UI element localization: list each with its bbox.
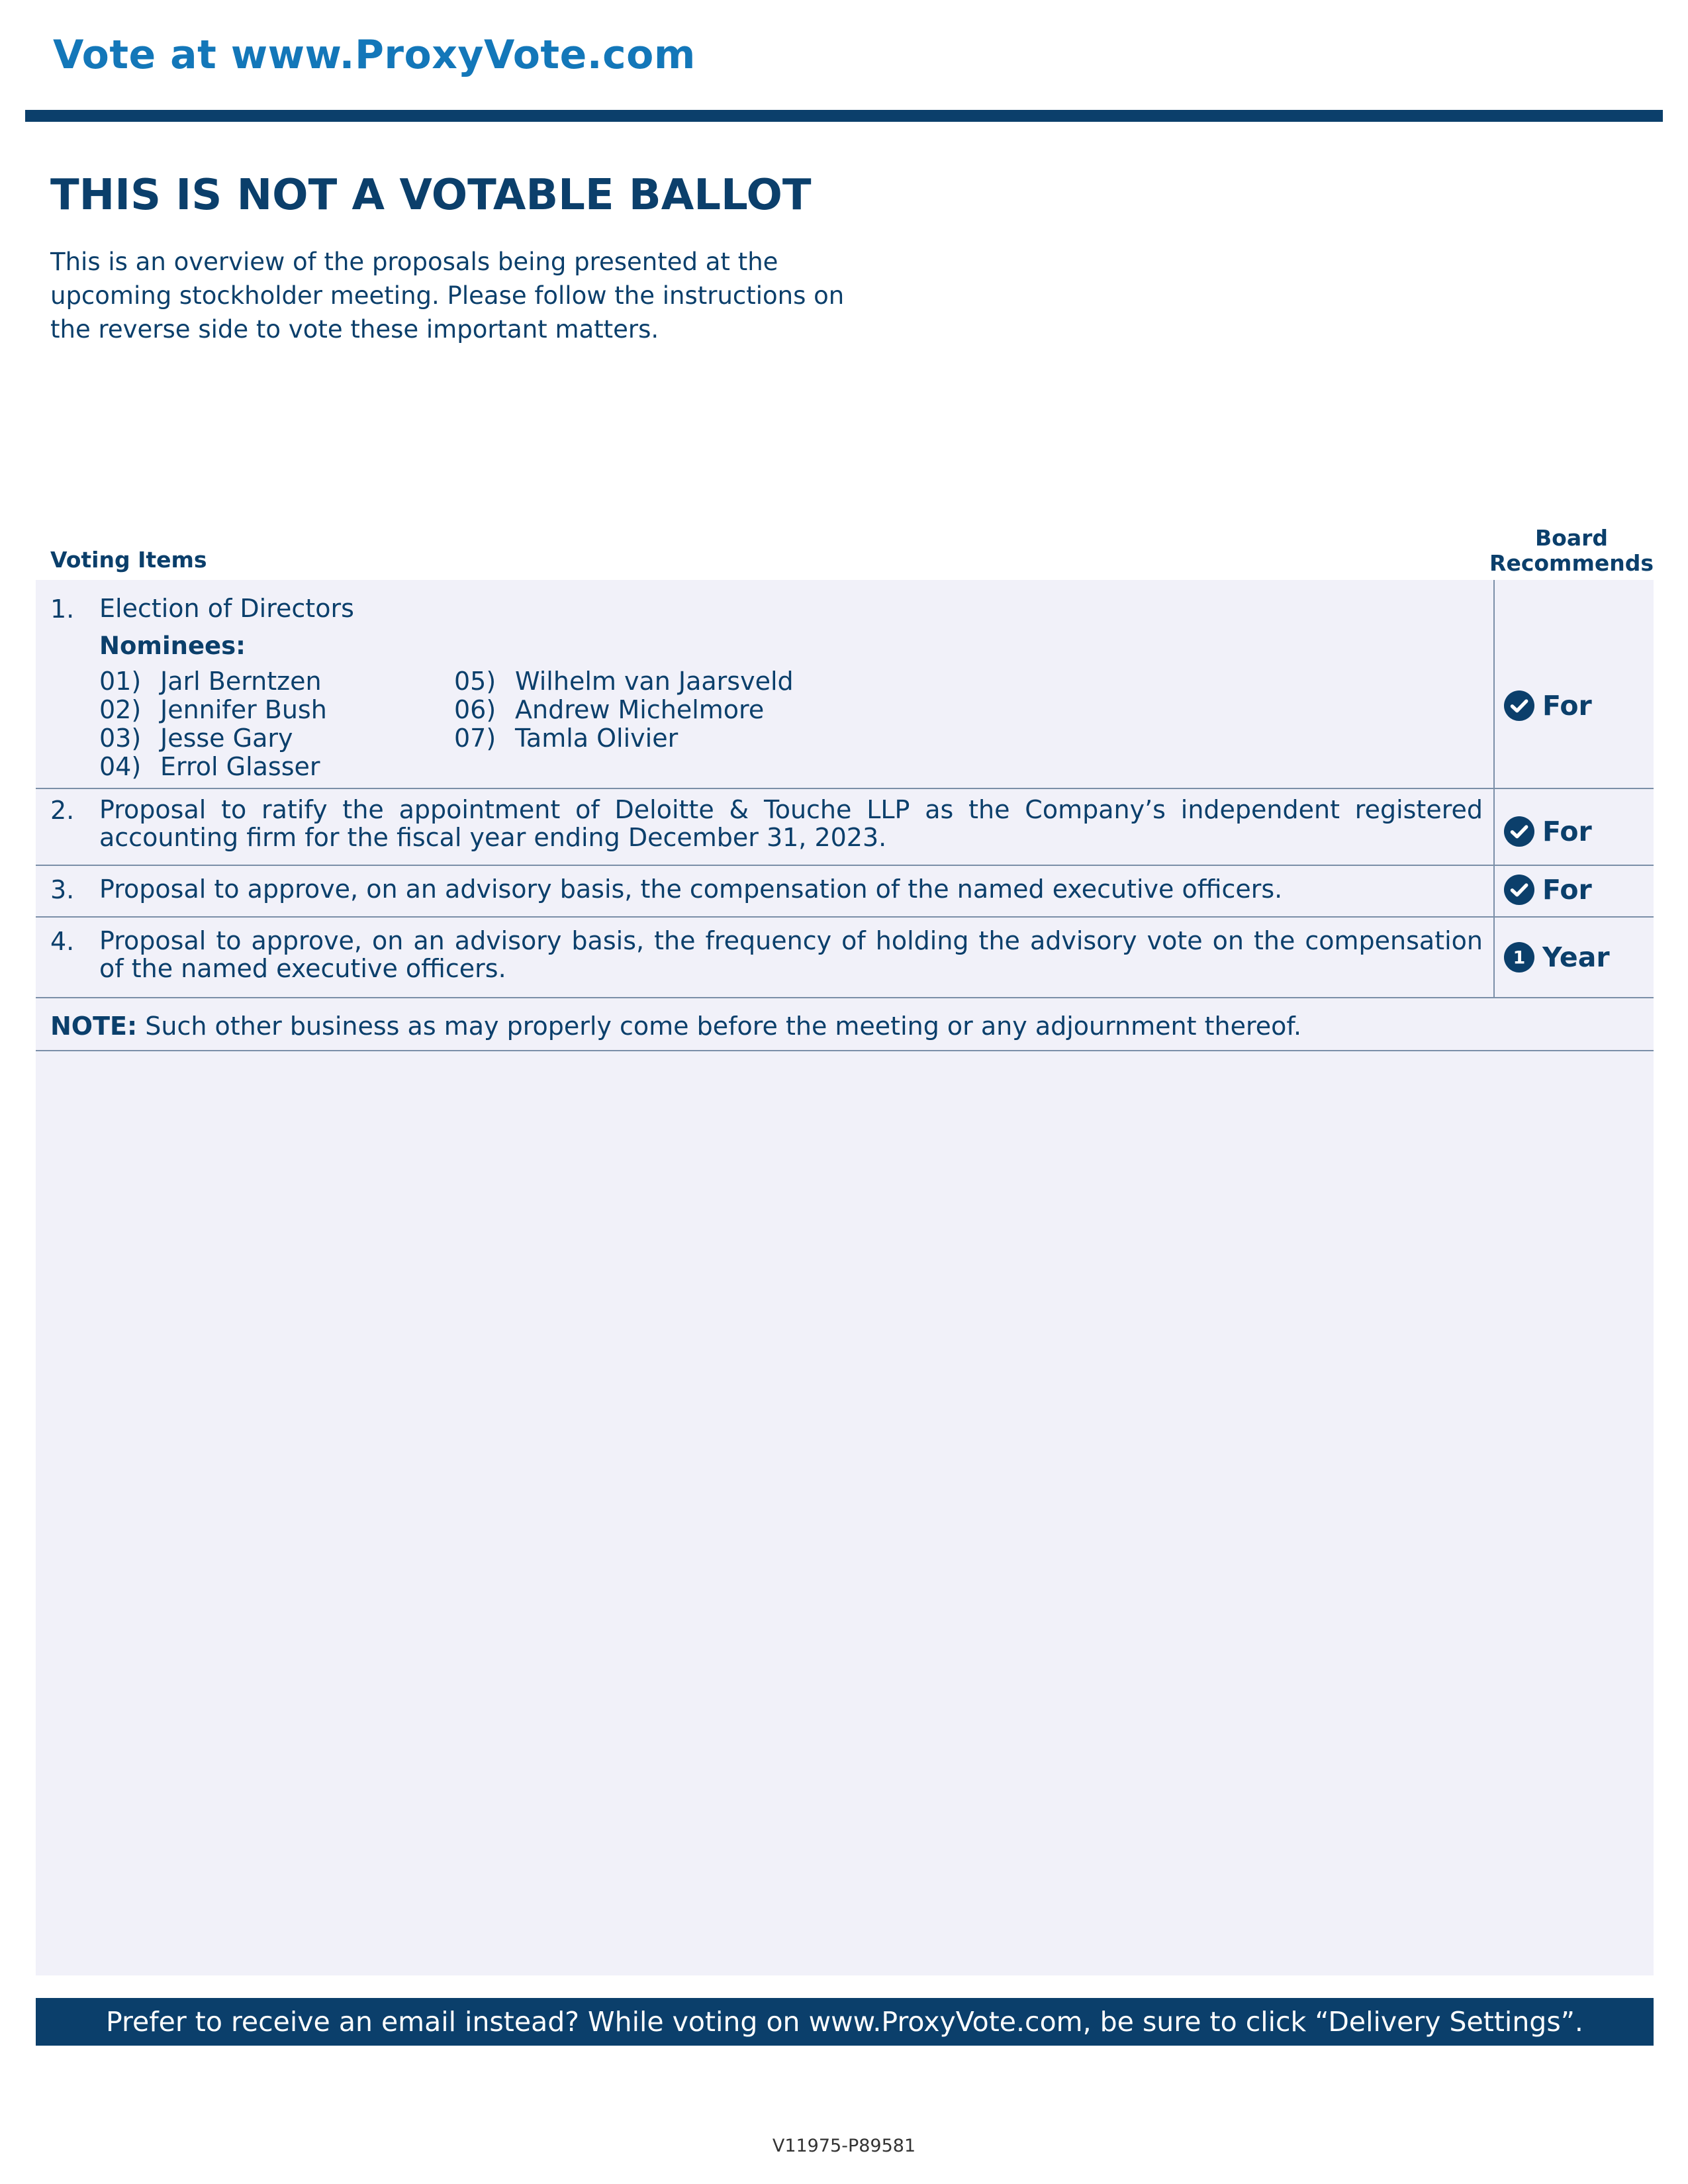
nominees-left-column [99,667,327,781]
nominee-name: Jarl Berntzen [160,667,322,696]
nominees-label: Nominees: [99,632,246,660]
check-circle-icon [1504,816,1534,847]
board-recommendation [1504,941,1610,973]
board-recommendation [1504,690,1592,722]
nominee-name: Errol Glasser [160,752,320,781]
document-id: V11975-P89581 [772,2136,916,2156]
note-label: NOTE: [50,1012,138,1041]
board-recommends-line1: Board [1535,525,1608,551]
item-text: Proposal to approve, on an advisory basis, the frequency of holding the advisory vote on the compensation of the named executive officers. [99,926,1483,983]
email-delivery-banner: Prefer to receive an email instead? While voting on www.ProxyVote.com, be sure to click “Delivery Settings”. [36,1998,1654,2046]
item-number: 1. [50,594,75,624]
recommendation-label: For [1542,874,1592,906]
board-recommends-line2: Recommends [1489,550,1654,576]
item-number: 4. [50,927,75,956]
item-number: 3. [50,875,75,904]
intro-line: upcoming stockholder meeting. Please follow the instructions on [50,281,845,310]
nominee [454,696,794,724]
nominee-name: Jesse Gary [160,724,293,753]
nominee-number: 04) [99,752,142,781]
intro-line: the reverse side to vote these important matters. [50,315,659,344]
intro-paragraph [50,245,898,346]
item-text: Proposal to approve, on an advisory basis, the compensation of the named executive officers. [99,875,1283,904]
note-text: Such other business as may properly come before the meeting or any adjournment thereof. [137,1012,1302,1041]
column-divider [1493,580,1495,997]
nominee [99,724,327,753]
nominee [99,696,327,724]
recommendation-label: Year [1542,941,1610,973]
nominee-number: 01) [99,667,142,696]
nominee-number: 02) [99,695,142,724]
nominees-right-column [454,667,794,753]
voting-items-heading: Voting Items [50,547,207,573]
nominee [454,667,794,696]
top-divider [25,110,1663,122]
nominee [99,753,327,781]
nominee-name: Andrew Michelmore [515,695,765,724]
item-text: Election of Directors [99,594,354,623]
note [50,1012,1301,1041]
nominee-number: 03) [99,724,142,753]
nominee-number: 06) [454,695,496,724]
check-circle-icon [1504,875,1534,905]
number-one-circle-icon [1504,942,1534,973]
check-circle-icon [1504,690,1534,721]
nominee [454,724,794,753]
item-number: 2. [50,796,75,825]
nominee-name: Jennifer Bush [160,695,327,724]
item-text: Proposal to ratify the appointment of Deloitte & Touche LLP as the Company’s independent registered accounting firm for the fiscal year ending December 31, 2023. [99,795,1483,852]
board-recommendation [1504,874,1592,906]
page-title: THIS IS NOT A VOTABLE BALLOT [50,171,812,220]
icon-numeral: 1 [1513,947,1526,969]
recommendation-label: For [1542,816,1592,847]
nominee [99,667,327,696]
nominee-name: Wilhelm van Jaarsveld [515,667,794,696]
board-recommendation [1504,816,1592,847]
vote-url-header[interactable]: Vote at www.ProxyVote.com [53,32,696,78]
nominee-number: 05) [454,667,496,696]
board-recommends-heading [1488,526,1655,576]
nominee-number: 07) [454,724,496,753]
intro-line: This is an overview of the proposals being presented at the [50,248,778,276]
nominee-name: Tamla Olivier [515,724,679,753]
recommendation-label: For [1542,690,1592,722]
